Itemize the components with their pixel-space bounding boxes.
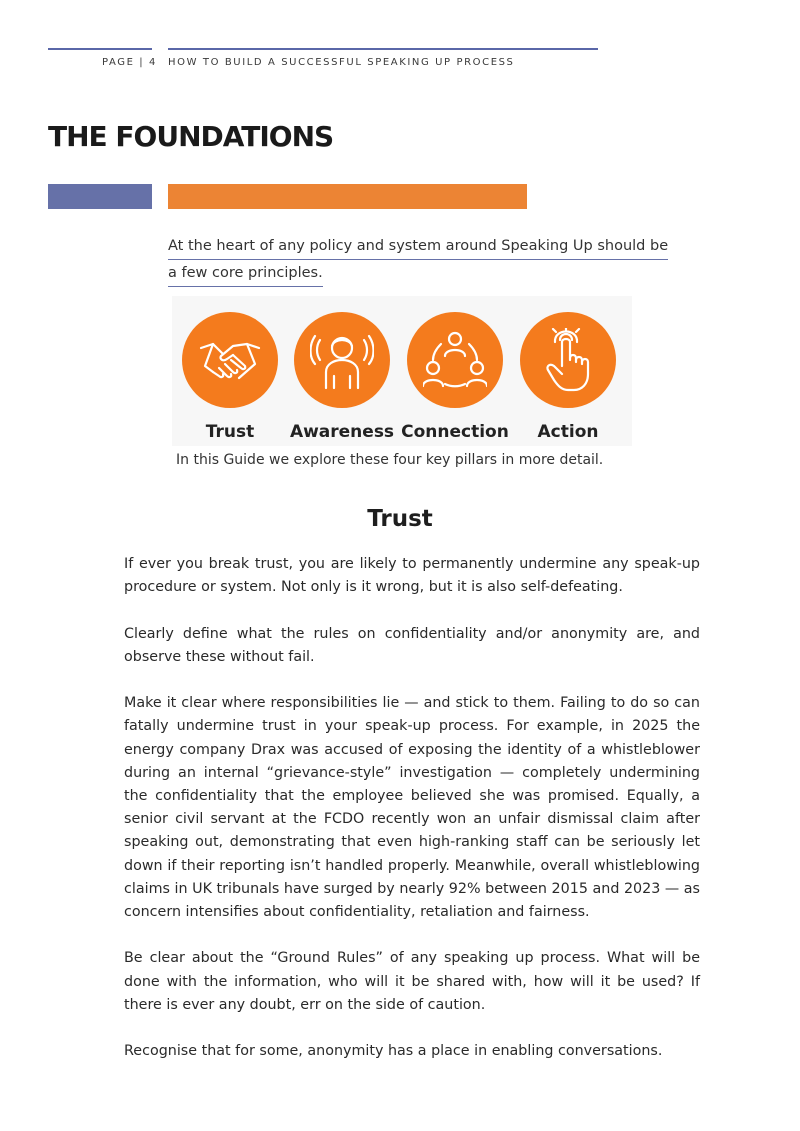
title-accent-bar-blue	[48, 184, 152, 209]
pillar-connection	[400, 312, 510, 442]
pillar-label: Connection	[401, 422, 509, 442]
header-rule-right	[168, 48, 598, 50]
pillar-label: Awareness	[289, 422, 395, 442]
intro-line-1: At the heart of any policy and system around Speaking Up should be	[168, 233, 668, 260]
hand-tap-icon	[520, 312, 616, 408]
paragraph: Be clear about the “Ground Rules” of any speaking up process. What will be done with the information, who will it be shared with, how will it be used? If there is ever any doubt, err on the side of caution.	[124, 950, 700, 1013]
paragraph: If ever you break trust, you are likely to permanently undermine any speak-up procedure or system. Not only is it wrong, but it is also self-defeating.	[124, 556, 700, 596]
pillar-awareness	[287, 312, 397, 442]
title-accent-bar-orange	[168, 184, 527, 209]
intro-line-2: a few core principles.	[168, 260, 323, 287]
section-body	[124, 553, 700, 1087]
running-title: HOW TO BUILD A SUCCESSFUL SPEAKING UP PROCESS	[168, 57, 515, 68]
paragraph: Recognise that for some, anonymity has a place in enabling conversations.	[124, 1043, 663, 1060]
page-title: THE FOUNDATIONS	[48, 120, 334, 153]
page-number: PAGE | 4	[102, 57, 158, 68]
pillar-label: Action	[537, 422, 599, 442]
paragraph: Make it clear where responsibilities lie — and stick to them. Failing to do so can fatally undermine trust in your speak-up process. For example, in 2025 the energy company Drax was accused of exposing the identity of a whistleblower during an internal “grievance-style” investigation — completely undermining the confidentiality that the employee believed she was promised. Equally, a senior civil servant at the FCDO recently won an unfair dismissal claim after speaking out, demonstrating that even high-ranking staff can be seriously let down if their reporting isn’t handled properly. Meanwhile, overall whistleblowing claims in UK tribunals have surged by nearly 92% between 2015 and 2023 — as concern intensifies about confidentiality, retaliation and fairness.	[124, 695, 700, 921]
pillars-graphic	[172, 296, 632, 446]
pillar-action	[513, 312, 623, 442]
pillar-trust	[175, 312, 285, 442]
pillar-label: Trust	[205, 422, 255, 442]
pillars-caption: In this Guide we explore these four key pillars in more detail.	[176, 452, 604, 468]
section-title: Trust	[367, 506, 433, 532]
intro-text	[168, 233, 688, 287]
person-broadcast-icon	[294, 312, 390, 408]
people-connection-icon	[407, 312, 503, 408]
handshake-icon	[182, 312, 278, 408]
header-rule-left	[48, 48, 152, 50]
paragraph: Clearly define what the rules on confidentiality and/or anonymity are, and observe these without fail.	[124, 625, 700, 665]
